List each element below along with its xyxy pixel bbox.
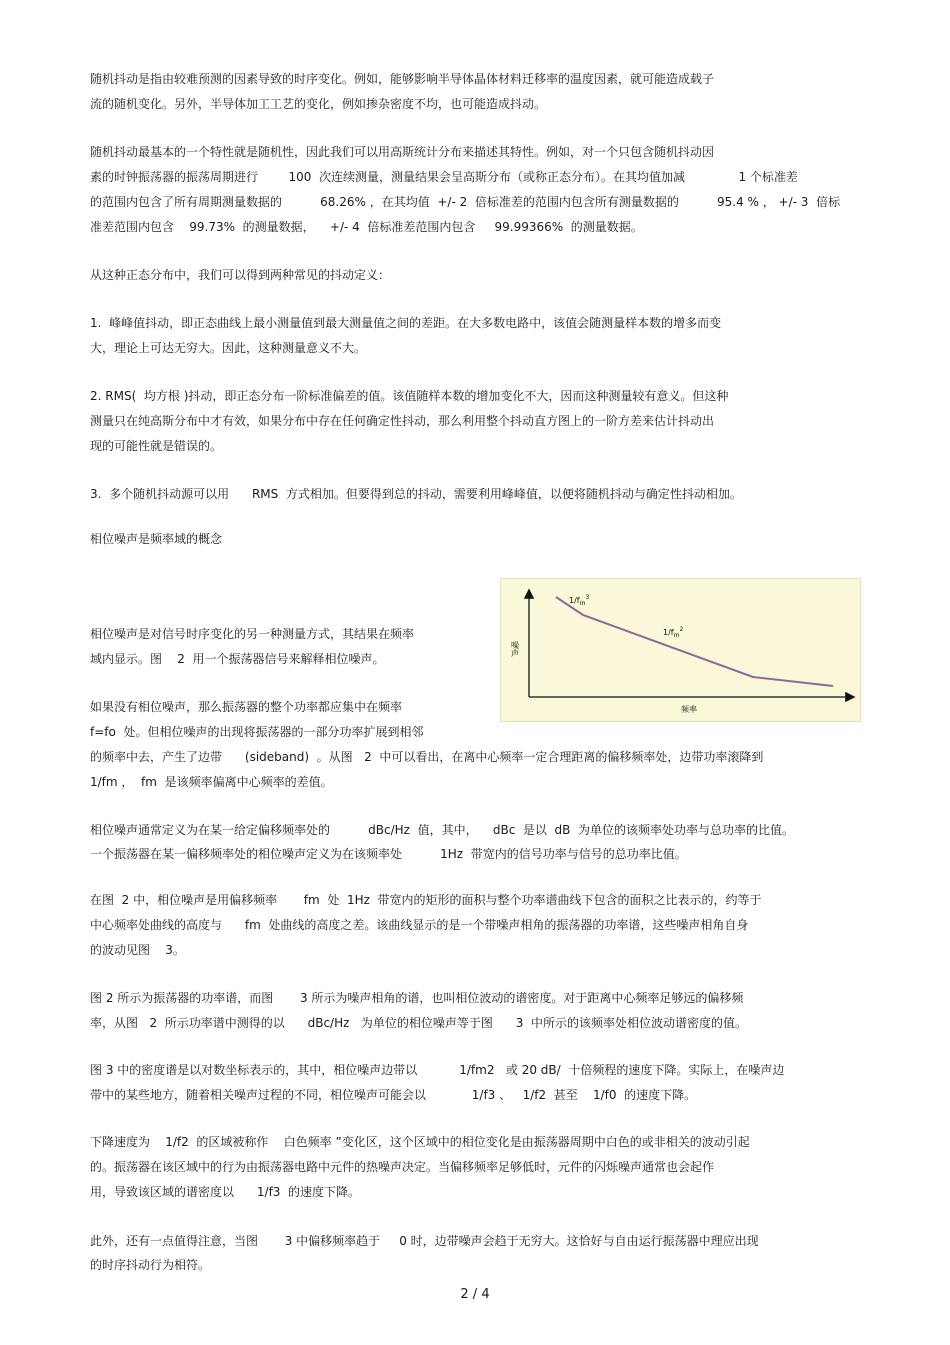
phase-noise-figure bbox=[500, 578, 861, 722]
text-line: 率，从图 2 所示功率谱中测得的以 dBc/Hz 为单位的相位噪声等于图 3 中所示的该频率处相位波动谱密度的值。 bbox=[90, 1016, 748, 1030]
text-line: 现的可能性就是错误的。 bbox=[90, 439, 223, 453]
section-heading: 相位噪声是频率域的概念 bbox=[90, 532, 223, 546]
phase-noise-diagram bbox=[501, 579, 860, 721]
x-axis-label: 频率 bbox=[681, 705, 697, 714]
text-line: 相位噪声通常定义为在某一给定偏移频率处的 dBc/Hz 值，其中， dBc 是以 dB 为单位的该频率处功率与总功率的比值。 bbox=[90, 823, 795, 837]
text-line: 域内显示。图 2 用一个振荡器信号来解释相位噪声。 bbox=[90, 652, 385, 666]
text-line: 的频率中去，产生了边带 (sideband) 。从图 2 中可以看出，在离中心频率一定合理距离的偏移频率处，边带功率滚降到 bbox=[90, 750, 764, 764]
page-number: 2 / 4 bbox=[460, 1287, 490, 1302]
text-line: 在图 2 中，相位噪声是用偏移频率 fm 处 1Hz 带宽内的矩形的面积与整个功率谱曲线下包含的面积之比表示的，约等于 bbox=[90, 893, 762, 907]
text-line: 如果没有相位噪声，那么振荡器的整个功率都应集中在频率 bbox=[90, 700, 403, 714]
text-line: 带中的某些地方，随着相关噪声过程的不同，相位噪声可能会以 1/f3 、 1/f2 甚至 1/f0 的速度下降。 bbox=[90, 1088, 697, 1102]
text-line: 随机抖动最基本的一个特性就是随机性，因此我们可以用高斯统计分布来描述其特性。例如，对一个只包含随机抖动因 bbox=[90, 145, 715, 159]
text-line: 的范围内包含了所有周期测量数据的 68.26% ，在其均值 +/- 2 倍标准差的范围内包含所有测量数据的 95.4 % ， +/- 3 倍标 bbox=[90, 195, 841, 209]
text-line: 随机抖动是指由较难预测的因素导致的时序变化。例如，能够影响半导体晶体材料迁移率的温度因素，就可能造成载子 bbox=[90, 72, 715, 86]
text-line: 3. 多个随机抖动源可以用 RMS 方式相加。但要得到总的抖动，需要利用峰峰值，以便将随机抖动与确定性抖动相加。 bbox=[90, 487, 742, 501]
label-f2: $1/f_m^2$ bbox=[663, 626, 684, 639]
text-line: 的。振荡器在该区域中的行为由振荡器电路中元件的热噪声决定。当偏移频率足够低时，元件的闪烁噪声通常也会起作 bbox=[90, 1160, 715, 1174]
text-line: 准差范围内包含 99.73% 的测量数据， +/- 4 倍标准差范围内包含 99.99366% 的测量数据。 bbox=[90, 220, 643, 234]
text-line: 的时序抖动行为相符。 bbox=[90, 1258, 211, 1272]
text-line: f=fo 处。但相位噪声的出现将振荡器的一部分功率扩展到相邻 bbox=[90, 725, 424, 739]
text-line: 用，导致该区域的谱密度以 1/f3 的速度下降。 bbox=[90, 1185, 361, 1199]
text-line: 一个振荡器在某一偏移频率处的相位噪声定义为在该频率处 1Hz 带宽内的信号功率与信号的总功率比值。 bbox=[90, 847, 687, 861]
text-line: 图 2 所示为振荡器的功率谱，而图 3 所示为噪声相角的谱，也叫相位波动的谱密度。对于距离中心频率足够远的偏移频 bbox=[90, 991, 744, 1005]
text-line: 图 3 中的密度谱是以对数坐标表示的，其中，相位噪声边带以 1/fm2 或 20 dB/ 十倍频程的速度下降。实际上，在噪声边 bbox=[90, 1063, 785, 1077]
label-f3: $1/f_m^3$ bbox=[569, 594, 590, 607]
text-line: 中心频率处曲线的高度与 fm 处曲线的高度之差。该曲线显示的是一个带噪声相角的振荡器的功率谱，这些噪声相角自身 bbox=[90, 918, 749, 932]
text-line: 2. RMS( 均方根 )抖动，即正态分布一阶标准偏差的值。该值随样本数的增加变化不大，因而这种测量较有意义。但这种 bbox=[90, 389, 729, 403]
noise-curve bbox=[556, 597, 833, 686]
text-line: 大，理论上可达无穷大。因此，这种测量意义不大。 bbox=[90, 341, 367, 355]
text-line: 的波动见图 3。 bbox=[90, 943, 185, 957]
text-line: 从这种正态分布中，我们可以得到两种常见的抖动定义： bbox=[90, 268, 391, 282]
text-line: 流的随机变化。另外，半导体加工工艺的变化，例如掺杂密度不均，也可能造成抖动。 bbox=[90, 97, 547, 111]
text-line: 素的时钟振荡器的振荡周期进行 100 次连续测量，测量结果会呈高斯分布（或称正态分布）。在其均值加减 1 个标准差 bbox=[90, 170, 798, 184]
text-line: 测量只在纯高斯分布中才有效，如果分布中存在任何确定性抖动，那么利用整个抖动直方图上的一阶方差来估计抖动出 bbox=[90, 414, 715, 428]
y-axis-label: 噪声 bbox=[510, 641, 520, 657]
text-line: 1. 峰峰值抖动，即正态曲线上最小测量值到最大测量值之间的差距。在大多数电路中，该值会随测量样本数的增多而变 bbox=[90, 316, 722, 330]
text-line: 此外，还有一点值得注意，当图 3 中偏移频率趋于 0 时，边带噪声会趋于无穷大。这恰好与自由运行振荡器中理应出现 bbox=[90, 1234, 759, 1248]
text-line: 相位噪声是对信号时序变化的另一种测量方式，其结果在频率 bbox=[90, 627, 415, 641]
text-line: 1/fm ， fm 是该频率偏离中心频率的差值。 bbox=[90, 775, 333, 789]
text-line: 下降速度为 1/f2 的区域被称作 白色频率 ”变化区，这个区域中的相位变化是由振荡器周期中白色的或非相关的波动引起 bbox=[90, 1135, 750, 1149]
